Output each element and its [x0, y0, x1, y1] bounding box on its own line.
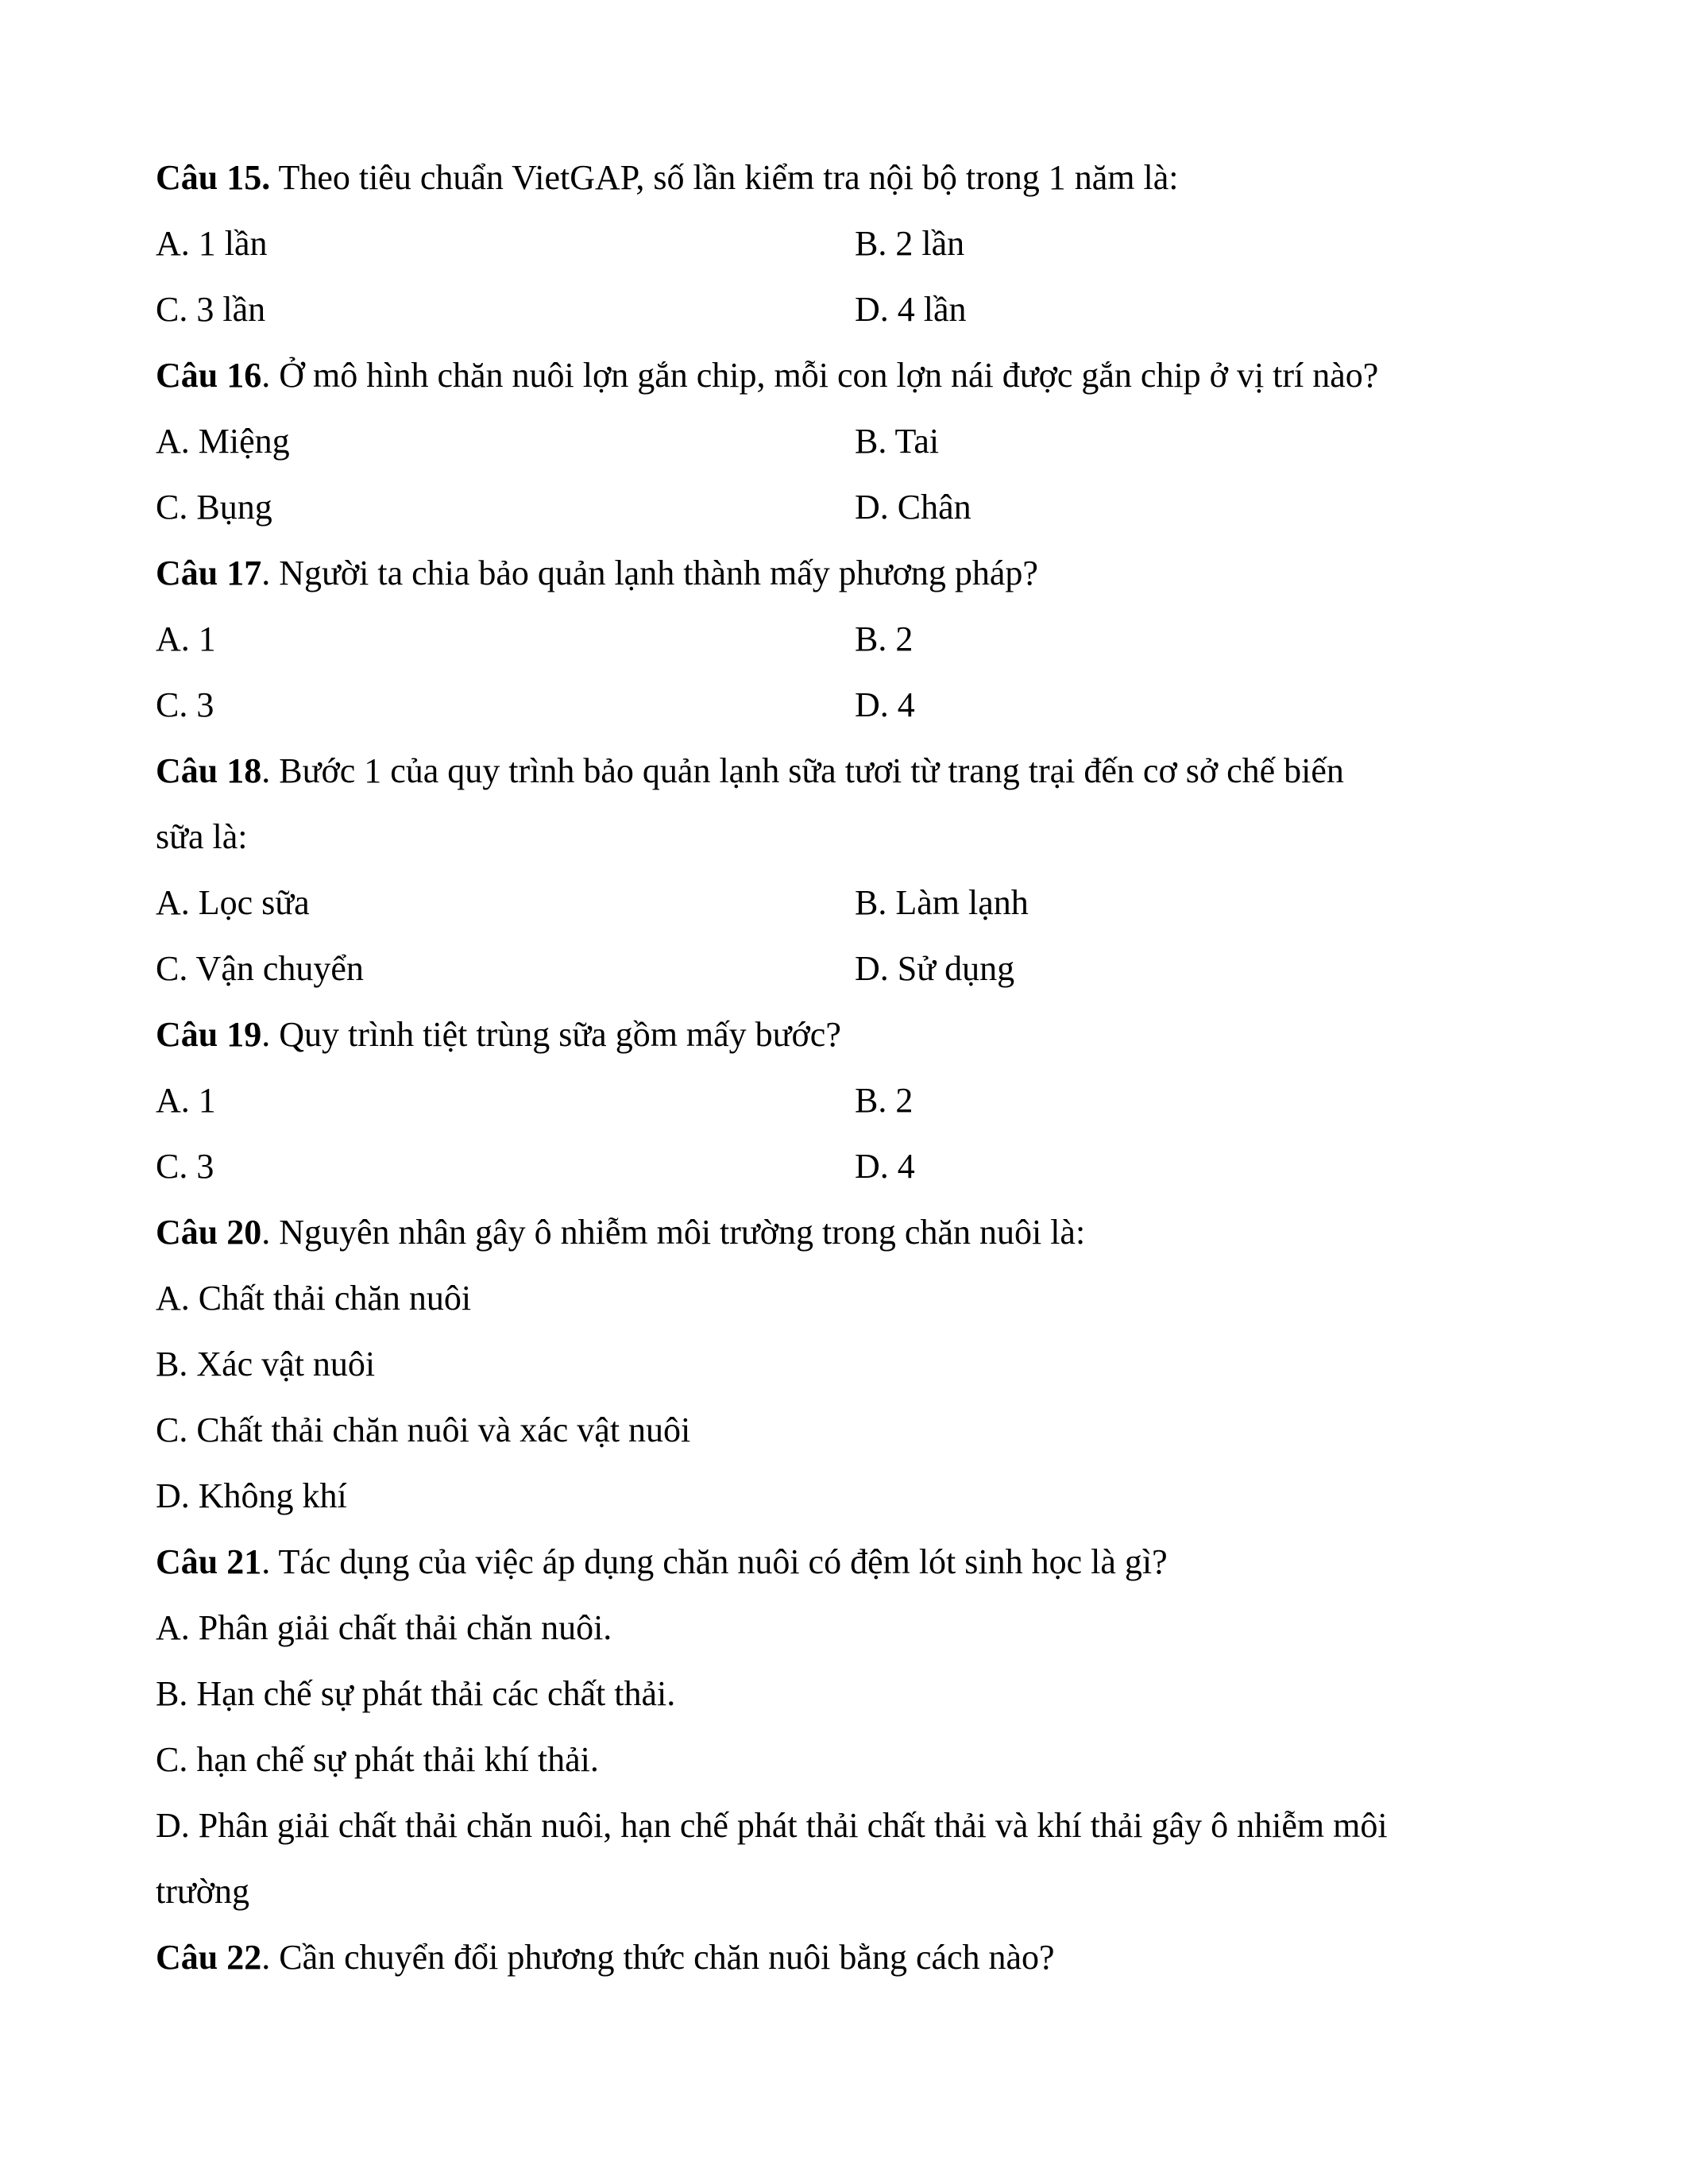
answer-option: C. Bụng [156, 488, 272, 527]
question-text: . Tác dụng của việc áp dụng chăn nuôi có đệm lót sinh học là gì? [261, 1542, 1168, 1581]
answer-option: A. 1 [156, 1081, 216, 1120]
question-text: Theo tiêu chuẩn VietGAP, số lần kiểm tra nội bộ trong 1 năm là: [270, 158, 1179, 197]
answer-option: A. 1 [156, 619, 216, 658]
question-number: Câu 16 [156, 356, 262, 395]
answer-option: D. 4 [855, 685, 915, 724]
question-number: Câu 18 [156, 751, 262, 790]
option-row [156, 1133, 1554, 1199]
option-row [156, 408, 1554, 474]
answer-option: A. Miệng [156, 422, 290, 461]
question-text: . Bước 1 của quy trình bảo quản lạnh sữa tươi từ trang trại đến cơ sở chế biến [261, 751, 1344, 790]
option-row [156, 672, 1554, 738]
question-stem [156, 1001, 1554, 1067]
question-text: . Người ta chia bảo quản lạnh thành mấy phương pháp? [261, 554, 1038, 592]
answer-option: A. Phân giải chất thải chăn nuôi. [156, 1608, 612, 1647]
answer-option: B. Làm lạnh [855, 883, 1029, 922]
answer-option: C. 3 [156, 1147, 214, 1186]
question-text: . Nguyên nhân gây ô nhiễm môi trường trong chăn nuôi là: [261, 1213, 1086, 1252]
question-number: Câu 17 [156, 554, 262, 592]
question-stem [156, 145, 1554, 210]
answer-option: D. Chân [855, 488, 971, 527]
question-number: Câu 20 [156, 1213, 262, 1252]
answer-option: C. Vận chuyển [156, 949, 364, 988]
option-row [156, 936, 1554, 1001]
answer-option: D. Không khí [156, 1476, 347, 1515]
question-number: Câu 19 [156, 1015, 262, 1054]
answer-option-continued: trường [156, 1872, 249, 1911]
option-row [156, 870, 1554, 936]
question-text: . Quy trình tiệt trùng sữa gồm mấy bước? [261, 1015, 841, 1054]
answer-option: D. Sử dụng [855, 949, 1015, 988]
question-number: Câu 21 [156, 1542, 262, 1581]
question-stem [156, 1199, 1554, 1265]
question-stem [156, 540, 1554, 606]
answer-option: D. Phân giải chất thải chăn nuôi, hạn chế phát thải chất thải và khí thải gây ô nhiễm môi [156, 1806, 1388, 1845]
option-row [156, 606, 1554, 672]
answer-option: D. 4 lần [855, 290, 967, 329]
question-stem [156, 1924, 1554, 1990]
answer-option: C. Chất thải chăn nuôi và xác vật nuôi [156, 1410, 691, 1449]
answer-option: A. Chất thải chăn nuôi [156, 1279, 472, 1318]
answer-option: B. Tai [855, 422, 940, 461]
answer-option: C. 3 [156, 685, 214, 724]
question-stem [156, 342, 1554, 408]
answer-option: B. 2 [855, 1081, 914, 1120]
option-row [156, 210, 1554, 276]
answer-option: B. 2 [855, 619, 914, 658]
document-page [156, 145, 1554, 1990]
answer-option: B. 2 lần [855, 224, 965, 263]
answer-option: C. hạn chế sự phát thải khí thải. [156, 1740, 599, 1779]
answer-option: B. Hạn chế sự phát thải các chất thải. [156, 1674, 676, 1713]
question-text-continued: sữa là: [156, 817, 248, 856]
answer-option: C. 3 lần [156, 290, 266, 329]
question-stem [156, 738, 1554, 804]
question-text: . Ở mô hình chăn nuôi lợn gắn chip, mỗi con lợn nái được gắn chip ở vị trí nào? [261, 356, 1379, 395]
option-row [156, 276, 1554, 342]
answer-option: D. 4 [855, 1147, 915, 1186]
question-number: Câu 22 [156, 1938, 262, 1977]
answer-option: B. Xác vật nuôi [156, 1345, 376, 1383]
option-row [156, 474, 1554, 540]
option-row [156, 1067, 1554, 1133]
answer-option: A. 1 lần [156, 224, 268, 263]
question-text: . Cần chuyển đổi phương thức chăn nuôi bằng cách nào? [261, 1938, 1055, 1977]
answer-option: A. Lọc sữa [156, 883, 310, 922]
question-number: Câu 15. [156, 158, 271, 197]
question-stem [156, 1529, 1554, 1595]
